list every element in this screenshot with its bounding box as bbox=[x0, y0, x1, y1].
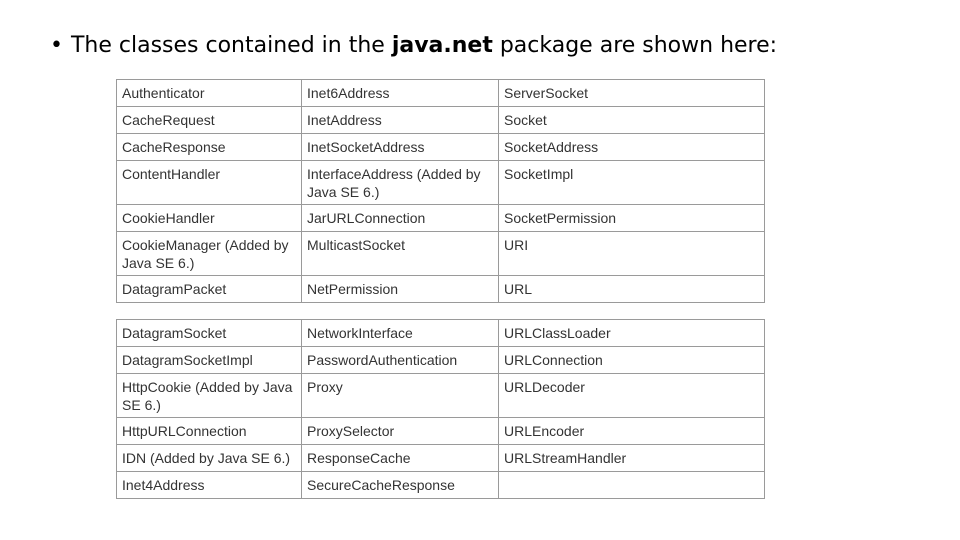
table-row bbox=[117, 134, 765, 161]
class-name-cell bbox=[499, 472, 765, 499]
class-name-cell: SocketImpl bbox=[499, 161, 765, 205]
class-name-cell: MulticastSocket bbox=[302, 232, 499, 276]
class-name-cell: CacheRequest bbox=[117, 107, 302, 134]
classes-table-1-body bbox=[117, 80, 765, 303]
table-row bbox=[117, 418, 765, 445]
class-name-cell: URLClassLoader bbox=[499, 320, 765, 347]
table-row bbox=[117, 276, 765, 303]
table-row bbox=[117, 472, 765, 499]
class-name-cell: PasswordAuthentication bbox=[302, 347, 499, 374]
class-name-cell: CacheResponse bbox=[117, 134, 302, 161]
table-row bbox=[117, 232, 765, 276]
class-name-cell: URLDecoder bbox=[499, 374, 765, 418]
class-name-cell: URL bbox=[499, 276, 765, 303]
class-name-cell: URI bbox=[499, 232, 765, 276]
table-row bbox=[117, 320, 765, 347]
table-row bbox=[117, 445, 765, 472]
table-row bbox=[117, 80, 765, 107]
class-name-cell: Proxy bbox=[302, 374, 499, 418]
class-name-cell: ProxySelector bbox=[302, 418, 499, 445]
class-name-cell: InetSocketAddress bbox=[302, 134, 499, 161]
heading-suffix: package are shown here: bbox=[492, 33, 778, 58]
class-name-cell: HttpCookie (Added by Java SE 6.) bbox=[117, 374, 302, 418]
table-row bbox=[117, 107, 765, 134]
class-name-cell: ResponseCache bbox=[302, 445, 499, 472]
class-name-cell: DatagramSocket bbox=[117, 320, 302, 347]
class-name-cell: JarURLConnection bbox=[302, 205, 499, 232]
class-name-cell: DatagramPacket bbox=[117, 276, 302, 303]
table-row bbox=[117, 161, 765, 205]
table-row bbox=[117, 205, 765, 232]
class-name-cell: URLStreamHandler bbox=[499, 445, 765, 472]
table-row bbox=[117, 347, 765, 374]
slide-heading bbox=[50, 30, 777, 62]
class-name-cell: HttpURLConnection bbox=[117, 418, 302, 445]
class-name-cell: ServerSocket bbox=[499, 80, 765, 107]
class-name-cell: DatagramSocketImpl bbox=[117, 347, 302, 374]
class-name-cell: SecureCacheResponse bbox=[302, 472, 499, 499]
class-name-cell: InterfaceAddress (Added by Java SE 6.) bbox=[302, 161, 499, 205]
bullet: • bbox=[50, 33, 63, 58]
table-row bbox=[117, 374, 765, 418]
classes-table-2-body bbox=[117, 320, 765, 499]
class-name-cell: URLConnection bbox=[499, 347, 765, 374]
class-name-cell: SocketPermission bbox=[499, 205, 765, 232]
heading-prefix: The classes contained in the bbox=[70, 33, 392, 58]
class-name-cell: ContentHandler bbox=[117, 161, 302, 205]
heading-package-name: java.net bbox=[391, 33, 493, 58]
class-name-cell: Authenticator bbox=[117, 80, 302, 107]
class-name-cell: SocketAddress bbox=[499, 134, 765, 161]
class-name-cell: IDN (Added by Java SE 6.) bbox=[117, 445, 302, 472]
class-name-cell: NetPermission bbox=[302, 276, 499, 303]
class-name-cell: URLEncoder bbox=[499, 418, 765, 445]
class-name-cell: Inet4Address bbox=[117, 472, 302, 499]
class-name-cell: InetAddress bbox=[302, 107, 499, 134]
classes-table-1 bbox=[116, 79, 765, 303]
classes-table-2 bbox=[116, 319, 765, 499]
class-name-cell: CookieHandler bbox=[117, 205, 302, 232]
class-name-cell: Socket bbox=[499, 107, 765, 134]
class-name-cell: CookieManager (Added by Java SE 6.) bbox=[117, 232, 302, 276]
class-name-cell: NetworkInterface bbox=[302, 320, 499, 347]
class-name-cell: Inet6Address bbox=[302, 80, 499, 107]
